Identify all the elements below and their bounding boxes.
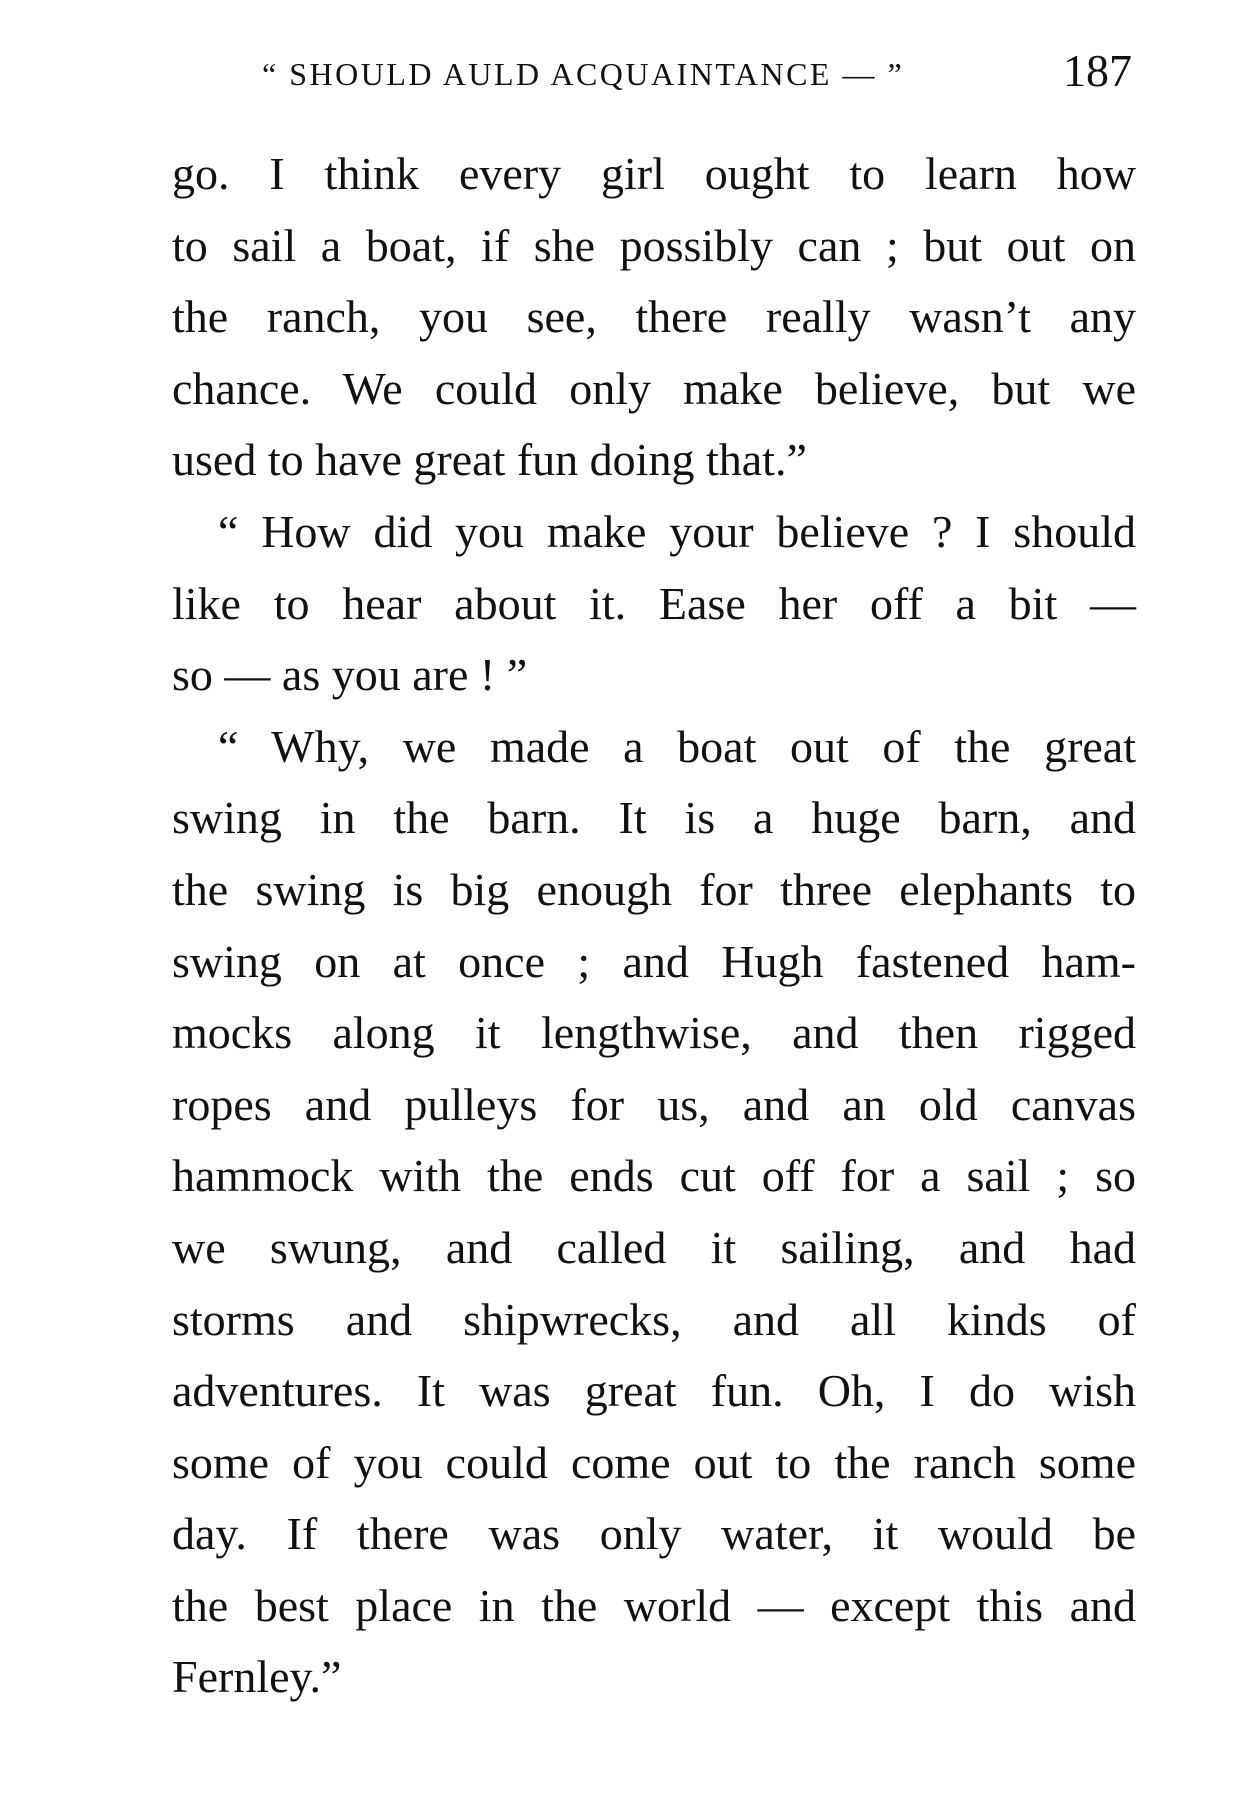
text-line: used to have great fun doing that.” bbox=[172, 434, 807, 486]
text-line: chance. We could only make believe, but we bbox=[172, 362, 1136, 414]
text-line: adventures. It was great fun. Oh, I do wish bbox=[172, 1365, 1136, 1417]
text-line: like to hear about it. Ease her off a bit — bbox=[172, 577, 1136, 629]
page-number: 187 bbox=[1063, 45, 1132, 96]
text-line: hammock with the ends cut off for a sail ; so bbox=[172, 1150, 1136, 1202]
text-line: “ How did you make your believe ? I should bbox=[218, 505, 1136, 557]
text-line: we swung, and called it sailing, and had bbox=[172, 1221, 1136, 1273]
text-line: the best place in the world — except this and bbox=[172, 1579, 1136, 1631]
text-line: to sail a boat, if she possibly can ; but out on bbox=[172, 219, 1136, 271]
text-line: Fernley.” bbox=[172, 1651, 342, 1703]
text-line: storms and shipwrecks, and all kinds of bbox=[172, 1293, 1136, 1345]
text-line: swing in the barn. It is a huge barn, and bbox=[172, 792, 1136, 844]
text-line: day. If there was only water, it would be bbox=[172, 1508, 1136, 1560]
text-line: mocks along it lengthwise, and then rigged bbox=[172, 1007, 1136, 1059]
text-line: the ranch, you see, there really wasn’t any bbox=[172, 291, 1136, 343]
body-text bbox=[172, 138, 1136, 1713]
text-line: “ Why, we made a boat out of the great bbox=[218, 720, 1136, 772]
text-line: swing on at once ; and Hugh fastened ham- bbox=[172, 935, 1136, 987]
text-line: ropes and pulleys for us, and an old canvas bbox=[172, 1078, 1136, 1130]
running-title: “ SHOULD AULD ACQUAINTANCE — ” bbox=[262, 56, 905, 92]
running-head bbox=[262, 44, 1132, 104]
text-line: some of you could come out to the ranch some bbox=[172, 1436, 1136, 1488]
text-line: so — as you are ! ” bbox=[172, 649, 528, 701]
text-line: go. I think every girl ought to learn how bbox=[172, 148, 1136, 199]
text-line: the swing is big enough for three elephants to bbox=[172, 863, 1136, 915]
